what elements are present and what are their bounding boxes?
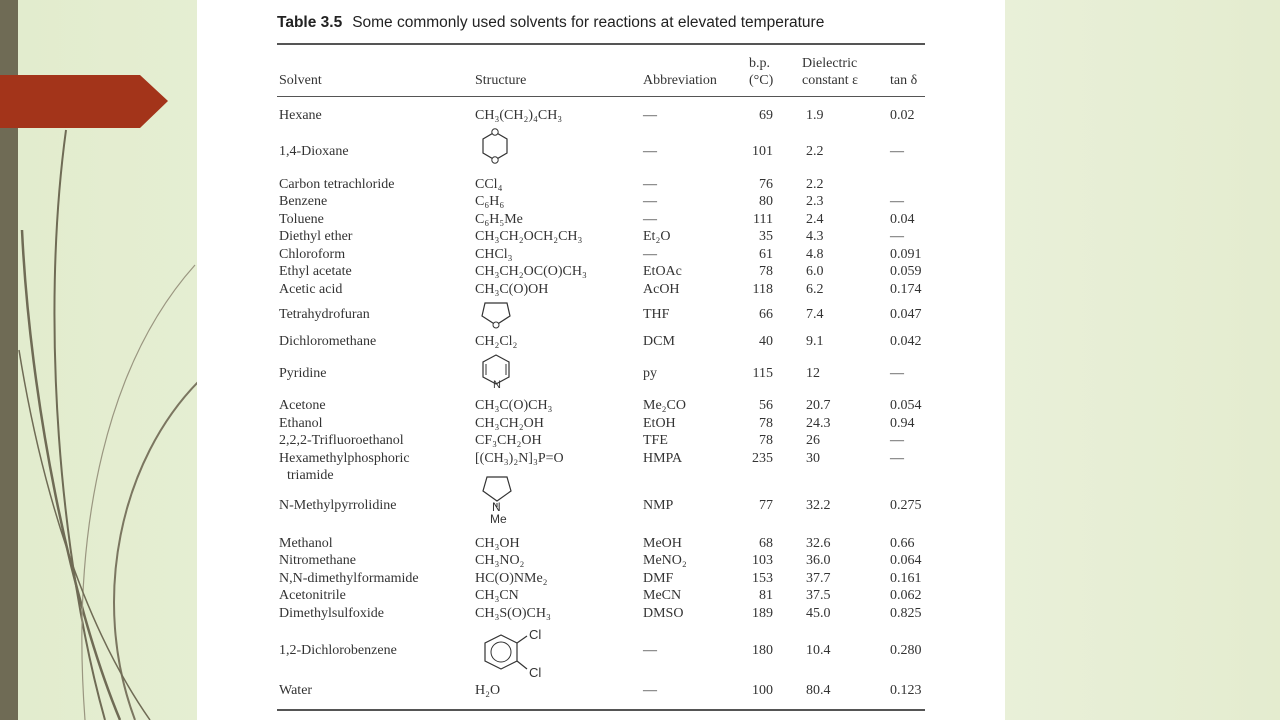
table-row-dielectric: 20.7 — [806, 398, 831, 413]
table-row-dielectric: 2.2 — [806, 144, 824, 159]
table-row-dielectric: 45.0 — [806, 606, 831, 621]
table-row-abbreviation: — — [643, 194, 657, 209]
header-rule — [277, 96, 925, 97]
table-row-bp: 180 — [752, 643, 773, 658]
table-row-bp: 78 — [759, 433, 773, 448]
dioxane-ring-icon — [479, 126, 511, 166]
table-row-tan-delta: 0.059 — [890, 264, 922, 279]
table-row-bp: 111 — [753, 212, 773, 227]
table-row-abbreviation: Me₂CO — [643, 398, 686, 413]
table-row-dielectric: 37.5 — [806, 588, 831, 603]
table-row-abbreviation: NMP — [643, 498, 674, 513]
table-row-solvent: Carbon tetrachloride — [279, 177, 395, 192]
table-row-abbreviation: HMPA — [643, 451, 683, 466]
table-row-solvent: Acetic acid — [279, 282, 343, 297]
table-row-dielectric: 36.0 — [806, 553, 831, 568]
table-row-abbreviation: Et₂O — [643, 229, 671, 244]
table-row-dielectric: 30 — [806, 451, 820, 466]
table-row-abbreviation: TFE — [643, 433, 668, 448]
table-row-abbreviation: — — [643, 144, 657, 159]
table-row-structure: CH₃C(O)CH₃ — [475, 398, 553, 413]
table-row-tan-delta: 0.66 — [890, 536, 915, 551]
table-row-solvent: Methanol — [279, 536, 333, 551]
table-row-structure: CH₃CH₂OCH₂CH₃ — [475, 229, 583, 244]
table-row-bp: 56 — [759, 398, 773, 413]
table-row-tan-delta: 0.054 — [890, 398, 922, 413]
table-row-structure: CHCl₃ — [475, 247, 513, 262]
table-row-tan-delta: 0.04 — [890, 212, 915, 227]
table-row-dielectric: 4.8 — [806, 247, 824, 262]
table-row-bp: 115 — [752, 366, 773, 381]
table-row-abbreviation: — — [643, 683, 657, 698]
top-rule — [277, 43, 925, 45]
table-row-bp: 101 — [752, 144, 773, 159]
table-row-structure: CF₃CH₂OH — [475, 433, 542, 448]
table-row-abbreviation: THF — [643, 307, 670, 322]
table-row-structure: C₆H₅Me — [475, 212, 523, 227]
header-structure: Structure — [475, 73, 527, 88]
table-row-bp: 40 — [759, 334, 773, 349]
header-solvent: Solvent — [279, 73, 322, 88]
table-row-dielectric: 10.4 — [806, 643, 831, 658]
table-row-tan-delta: — — [890, 194, 904, 209]
table-row-tan-delta: 0.042 — [890, 334, 922, 349]
table-row-bp: 235 — [752, 451, 773, 466]
table-row-solvent: Hexamethylphosphoric — [279, 451, 410, 466]
table-row-tan-delta: 0.161 — [890, 571, 922, 586]
table-row-bp: 68 — [759, 536, 773, 551]
table-row-bp: 66 — [759, 307, 773, 322]
table-row-structure: [(CH₃)₂N]₃P=O — [475, 451, 564, 466]
table-caption — [277, 14, 937, 32]
structure-atom-label: Me — [490, 512, 507, 526]
table-row-structure: H₂O — [475, 683, 501, 698]
table-row-bp: 189 — [752, 606, 773, 621]
table-row-tan-delta: 0.275 — [890, 498, 922, 513]
table-row-bp: 77 — [759, 498, 773, 513]
table-row-abbreviation: EtOH — [643, 416, 676, 431]
header-dielectric-line2: constant ε — [802, 73, 859, 88]
table-row-solvent: Hexane — [279, 108, 322, 123]
table-row-solvent: Nitromethane — [279, 553, 356, 568]
structure-atom-label: Cl — [529, 627, 542, 642]
table-row-dielectric: 32.2 — [806, 498, 831, 513]
header-tan-delta: tan δ — [890, 73, 918, 88]
table-row-abbreviation: DCM — [643, 334, 675, 349]
table-row-bp: 81 — [759, 588, 773, 603]
table-row-dielectric: 4.3 — [806, 229, 824, 244]
header-dielectric — [802, 55, 858, 89]
table-row-abbreviation: — — [643, 177, 657, 192]
table-row-solvent: Ethanol — [279, 416, 323, 431]
table-row-dielectric: 2.4 — [806, 212, 824, 227]
table-row-tan-delta: 0.280 — [890, 643, 922, 658]
table-row-structure: CH₃OH — [475, 536, 520, 551]
table-row-solvent-line2: triamide — [287, 468, 334, 483]
table-row-bp: 100 — [752, 683, 773, 698]
table-number: Table 3.5 — [277, 14, 343, 31]
table-row-bp: 78 — [759, 264, 773, 279]
table-row-tan-delta: 0.02 — [890, 108, 915, 123]
table-row-solvent: Dimethylsulfoxide — [279, 606, 384, 621]
table-row-solvent: N-Methylpyrrolidine — [279, 498, 397, 513]
table-row-dielectric: 2.2 — [806, 177, 824, 192]
table-row-abbreviation: DMF — [643, 571, 674, 586]
table-row-tan-delta: 0.174 — [890, 282, 922, 297]
table-row-structure: CCl₄ — [475, 177, 503, 192]
header-bp-line1: b.p. — [749, 56, 770, 71]
table-row-structure: CH₃CN — [475, 588, 519, 603]
table-row-structure: CH₃(CH₂)₄CH₃ — [475, 108, 563, 123]
thf-ring-icon — [479, 299, 513, 329]
table-row-abbreviation: DMSO — [643, 606, 684, 621]
table-row-tan-delta: — — [890, 229, 904, 244]
table-row-solvent: Dichloromethane — [279, 334, 377, 349]
header-abbreviation: Abbreviation — [643, 73, 717, 88]
table-row-tan-delta: — — [890, 433, 904, 448]
accent-arrow-tab — [0, 75, 168, 128]
table-row-bp: 35 — [759, 229, 773, 244]
table-row-abbreviation: py — [643, 366, 657, 381]
table-row-abbreviation: — — [643, 247, 657, 262]
table-row-solvent: Ethyl acetate — [279, 264, 352, 279]
table-row-tan-delta: 0.825 — [890, 606, 922, 621]
table-row-dielectric: 6.2 — [806, 282, 824, 297]
header-bp — [749, 55, 773, 89]
header-bp-line2: (°C) — [749, 73, 774, 88]
table-row-bp: 69 — [759, 108, 773, 123]
table-row-dielectric: 9.1 — [806, 334, 824, 349]
table-row-bp: 153 — [752, 571, 773, 586]
table-row-abbreviation: — — [643, 108, 657, 123]
table-row-bp: 103 — [752, 553, 773, 568]
table-row-tan-delta: — — [890, 366, 904, 381]
table-row-dielectric: 2.3 — [806, 194, 824, 209]
header-dielectric-line1: Dielectric — [802, 56, 858, 71]
table-row-abbreviation: — — [643, 212, 657, 227]
table-row-structure: CH₂Cl₂ — [475, 334, 518, 349]
structure-atom-label: Cl — [529, 665, 542, 680]
table-title: Some commonly used solvents for reactions at elevated temperature — [352, 14, 825, 31]
structure-atom-label: N — [492, 500, 501, 514]
table-row-structure: CH₃NO₂ — [475, 553, 525, 568]
table-row-dielectric: 37.7 — [806, 571, 831, 586]
table-row-solvent: Water — [279, 683, 313, 698]
table-row-abbreviation: AcOH — [643, 282, 680, 297]
table-row-structure: CH₃CH₂OC(O)CH₃ — [475, 264, 587, 279]
table-row-abbreviation: MeNO₂ — [643, 553, 687, 568]
table-row-solvent: 1,2-Dichlorobenzene — [279, 643, 397, 658]
table-row-solvent: Acetonitrile — [279, 588, 346, 603]
table-row-tan-delta: 0.94 — [890, 416, 915, 431]
table-row-tan-delta: — — [890, 144, 904, 159]
table-row-solvent: Tetrahydrofuran — [279, 307, 370, 322]
table-row-bp: 76 — [759, 177, 773, 192]
table-row-dielectric: 7.4 — [806, 307, 824, 322]
table-row-dielectric: 24.3 — [806, 416, 831, 431]
table-row-tan-delta: 0.064 — [890, 553, 922, 568]
table-row-dielectric: 1.9 — [806, 108, 824, 123]
table-row-structure: CH₃CH₂OH — [475, 416, 544, 431]
table-row-bp: 61 — [759, 247, 773, 262]
bottom-rule — [277, 709, 925, 711]
table-row-solvent: Diethyl ether — [279, 229, 353, 244]
table-row-bp: 118 — [752, 282, 773, 297]
table-row-dielectric: 6.0 — [806, 264, 824, 279]
table-row-dielectric: 26 — [806, 433, 820, 448]
table-row-solvent: Chloroform — [279, 247, 346, 262]
table-row-tan-delta: 0.047 — [890, 307, 922, 322]
table-row-bp: 80 — [759, 194, 773, 209]
document-page — [197, 0, 1005, 720]
table-row-abbreviation: EtOAc — [643, 264, 682, 279]
table-row-tan-delta: 0.062 — [890, 588, 922, 603]
table-row-abbreviation: — — [643, 643, 657, 658]
table-row-solvent: 1,4-Dioxane — [279, 144, 349, 159]
table-row-dielectric: 12 — [806, 366, 820, 381]
table-row-tan-delta: 0.123 — [890, 683, 922, 698]
table-row-structure: CH₃S(O)CH₃ — [475, 606, 551, 621]
table-row-dielectric: 32.6 — [806, 536, 831, 551]
table-row-tan-delta: — — [890, 451, 904, 466]
table-row-structure: CH₃C(O)OH — [475, 282, 549, 297]
table-row-bp: 78 — [759, 416, 773, 431]
table-row-tan-delta: 0.091 — [890, 247, 922, 262]
table-row-solvent: 2,2,2-Trifluoroethanol — [279, 433, 404, 448]
table-row-solvent: N,N-dimethylformamide — [279, 571, 419, 586]
structure-atom-label: N — [493, 379, 501, 391]
table-row-solvent: Toluene — [279, 212, 324, 227]
table-row-structure: C₆H₆ — [475, 194, 505, 209]
table-row-solvent: Acetone — [279, 398, 326, 413]
table-row-structure: HC(O)NMe₂ — [475, 571, 548, 586]
table-row-solvent: Pyridine — [279, 366, 327, 381]
table-row-abbreviation: MeCN — [643, 588, 682, 603]
table-row-abbreviation: MeOH — [643, 536, 682, 551]
table-row-solvent: Benzene — [279, 194, 328, 209]
table-row-dielectric: 80.4 — [806, 683, 831, 698]
